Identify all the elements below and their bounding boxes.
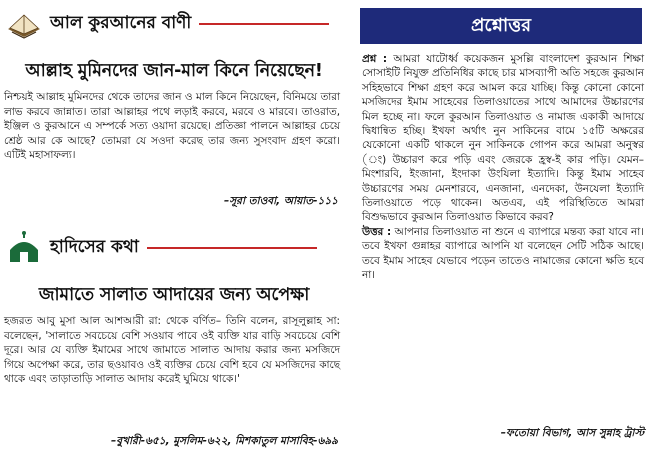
right-column (360, 0, 656, 466)
quran-headline: আল্লাহ মুমিনদের জান-মাল কিনে নিয়েছেন! (25, 61, 323, 81)
answer-label: উত্তর : (362, 225, 392, 238)
question-text: আমরা যাটোর্ধ্ব কয়েকজন মুসল্লি বাংলাদেশ কুরআন শিক্ষা সোসাইটি নিযুক্ত প্রতিনিধির কাছে চার মাসব্যাপী অতি সহজে কুরআন সহিহভাবে শিক্ষা গ্রহণ করে আমল করে যাচ্ছি। কিন্তু কোনো কোনো মসজিদের ইমাম সাহেবের তিলাওয়াতের সাথে আমাদের উচ্চারণের মিল হচ্ছে না। ফলে কুরআন তিলাওয়াত ও নামাজ একাকী আদায়ে দ্বিধান্বিত হচ্ছি। ইখফা অর্থাৎ নুন সাকিনের বামে ১৫টি অক্ষরের যেকোনো একটি থাকলে নুন সাকিনকে গোপন করে আমরা অনুস্বর (ং) উচ্চারণ করে পড়ি এবং জেরকে হ্রস্ব-ই কার পড়ি। যেমন– মিংশারবি, ইংজানা, ইংদাকা উংযিলা ইত্যাদি। কিন্তু ইমাম সাহেব উচ্চারণের সময় মেনশারবে, এনজানা, এনদেকা, উনযেলা ইত্যাদি তিলাওয়াতে পড়ে থাকেন। অতএব, এই পরিস্থিতিতে আমরা বিশুদ্ধভাবে কুরআন তিলাওয়াত কিভাবে করব? (362, 53, 644, 224)
hadith-headline: জামাতে সালাত আদায়ের জন্য অপেক্ষা (38, 285, 310, 305)
hadith-reference: –বুখারী-৬৫১, মুসলিম-৬২২, মিশকাতুল মাসাবিহ-৬৯৯ (110, 435, 338, 447)
qa-body (362, 52, 644, 283)
section-divider-line (199, 23, 329, 25)
left-column (4, 0, 344, 466)
quran-section-title: আল কুরআনের বাণী (50, 13, 192, 33)
qa-title-banner: প্রশ্নোত্তর (360, 8, 642, 44)
hadith-text: হজরত আবু মুসা আল আশআরী রা: থেকে বর্ণিত– তিনি বলেন, রাসূলুল্লাহ সা: বলেছেন, 'সালাতে সবচেয়ে বেশি সওয়াব পাবে ওই ব্যক্তি যার বাড়ি সবচেয়ে বেশি দূরে। আর যে ব্যক্তি ইমামের সাথে জামাতে সালাত আদায় করার জন্য মসজিদে গিয়ে অপেক্ষা করে, তার ছওয়াবও ওই ব্যক্তির চেয়ে বেশি হবে যে মসজিদের কাছে থাকে এবং তাড়াতাড়ি সালাত আদায় করেই ঘুমিয়ে থাকে।' (4, 315, 340, 386)
mosque-icon (4, 230, 44, 266)
quran-verse-text: নিশ্চয়ই আল্লাহ মুমিনদের থেকে তাদের জান ও মাল কিনে নিয়েছেন, বিনিময়ে তারা লাভ করবে জান্নাত। তারা আল্লাহর পথে লড়াই করবে, মরবে ও মারবে। তাওরাত, ইঞ্জিল ও কুরআনে এ সম্পর্কে সত্য ওয়াদা রয়েছে। প্রতিজ্ঞা পালনে আল্লাহর চেয়ে শ্রেষ্ঠ আর কে আছে? তোমরা যে সওদা করেছ তার জন্য সুসংবাদ গ্রহণ করো। এটিই মহাসাফল্য। (4, 91, 340, 162)
section-divider-line (147, 247, 317, 249)
quran-section-header (4, 6, 329, 42)
qa-reference: –ফতোয়া বিভাগ, আস সুন্নাহ ট্রাস্ট (500, 427, 644, 439)
hadith-section-header (4, 230, 317, 266)
answer-text: আপনার তিলাওয়াত না শুনে এ ব্যাপারে মন্তব্য করা যাবে না। তবে ইখফা গুন্নাহর ব্যাপারে আপনি যা বলেছেন সেটি সঠিক আছে। তবে ইমাম সাহেব যেভাবে পড়েন তাতেও নামাজের কোনো ক্ষতি হবে না। (362, 225, 644, 282)
question-label: প্রশ্ন : (362, 53, 388, 65)
hadith-section-title: হাদিসের কথা (50, 237, 139, 257)
quran-reference: –সূরা তাওবা, আয়াত-১১১ (223, 195, 338, 207)
quran-book-icon (4, 6, 44, 42)
